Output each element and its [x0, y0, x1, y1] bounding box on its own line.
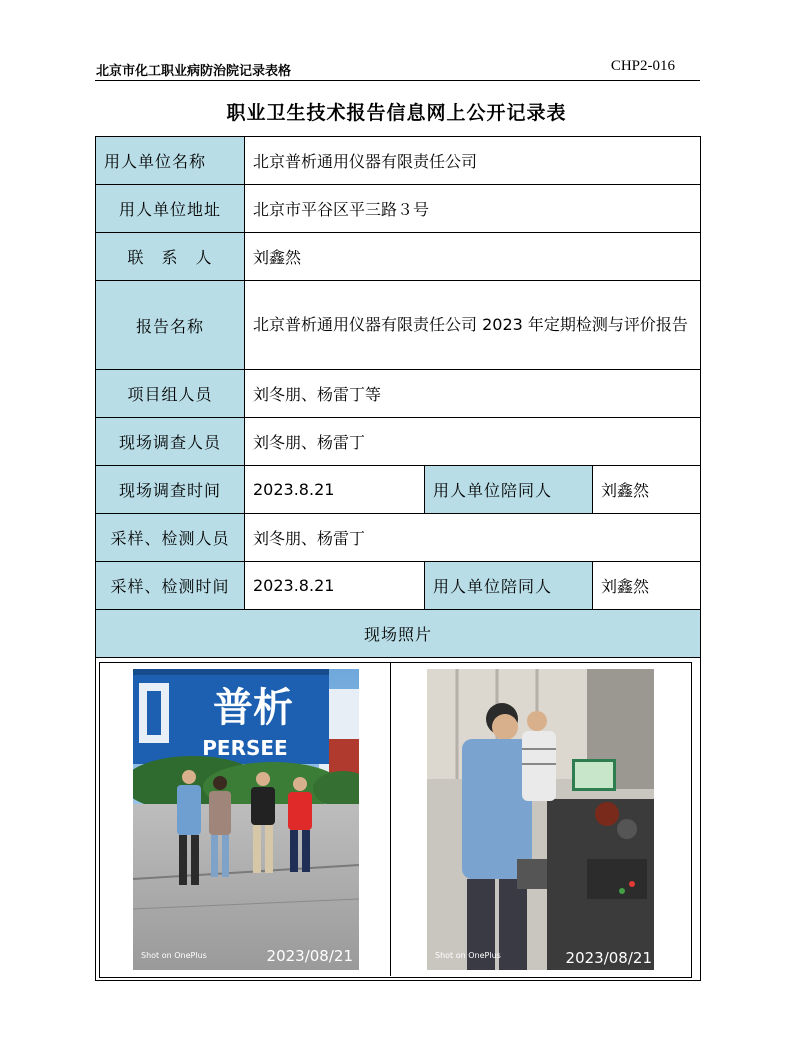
contact-value: 刘鑫然 — [245, 233, 701, 281]
row-photos-header — [96, 610, 701, 658]
header-divider — [95, 80, 700, 81]
sign-text-cn: 普析 — [213, 685, 293, 731]
row-report-name — [96, 281, 701, 370]
entrance-photo-image — [133, 669, 359, 970]
project-members-value: 刘冬朋、杨雷丁等 — [245, 370, 701, 418]
sampling-staff-value: 刘冬朋、杨雷丁 — [245, 514, 701, 562]
project-members-label: 项目组人员 — [96, 370, 245, 418]
watermark-2: Shot on OnePlus — [435, 951, 501, 960]
date-stamp-2: 2023/08/21 — [565, 949, 652, 967]
form-code: CHP2-016 — [610, 58, 675, 74]
sampling-time-value: 2023.8.21 — [245, 562, 425, 610]
site-photo-entrance — [133, 669, 359, 970]
row-sampling-staff — [96, 514, 701, 562]
page-title: 职业卫生技术报告信息网上公开记录表 — [226, 102, 567, 124]
row-survey-time — [96, 466, 701, 514]
report-name-label: 报告名称 — [96, 281, 245, 370]
employer-name-label: 用人单位名称 — [96, 137, 245, 185]
row-sampling-time — [96, 562, 701, 610]
survey-time-label: 现场调查时间 — [96, 466, 245, 514]
row-survey-staff — [96, 418, 701, 466]
institution-name: 北京市化工职业病防治院记录表格 — [96, 64, 292, 79]
employer-address-label: 用人单位地址 — [96, 185, 245, 233]
survey-time-value: 2023.8.21 — [245, 466, 425, 514]
employer-name-value: 北京普析通用仪器有限责任公司 — [245, 137, 701, 185]
sampling-staff-label: 采样、检测人员 — [96, 514, 245, 562]
employer-address-value: 北京市平谷区平三路３号 — [245, 185, 701, 233]
contact-label: 联 系 人 — [96, 233, 245, 281]
survey-staff-label: 现场调查人员 — [96, 418, 245, 466]
site-photo-lab — [427, 669, 654, 970]
sampling-escort-label: 用人单位陪同人 — [425, 562, 593, 610]
survey-staff-value: 刘冬朋、杨雷丁 — [245, 418, 701, 466]
lab-photo-image — [427, 669, 654, 970]
row-employer-name — [96, 137, 701, 185]
survey-escort-label: 用人单位陪同人 — [425, 466, 593, 514]
photo-frame-divider — [390, 662, 391, 976]
row-contact — [96, 233, 701, 281]
sign-text-en: PERSEE — [202, 736, 288, 760]
watermark-1: Shot on OnePlus — [141, 951, 207, 960]
report-name-value: 北京普析通用仪器有限责任公司 2023 年定期检测与评价报告 — [245, 281, 701, 370]
survey-escort-value: 刘鑫然 — [593, 466, 701, 514]
photos-label: 现场照片 — [96, 610, 701, 658]
date-stamp-1: 2023/08/21 — [266, 947, 353, 965]
sampling-escort-value: 刘鑫然 — [593, 562, 701, 610]
row-employer-address — [96, 185, 701, 233]
row-project-members — [96, 370, 701, 418]
sampling-time-label: 采样、检测时间 — [96, 562, 245, 610]
